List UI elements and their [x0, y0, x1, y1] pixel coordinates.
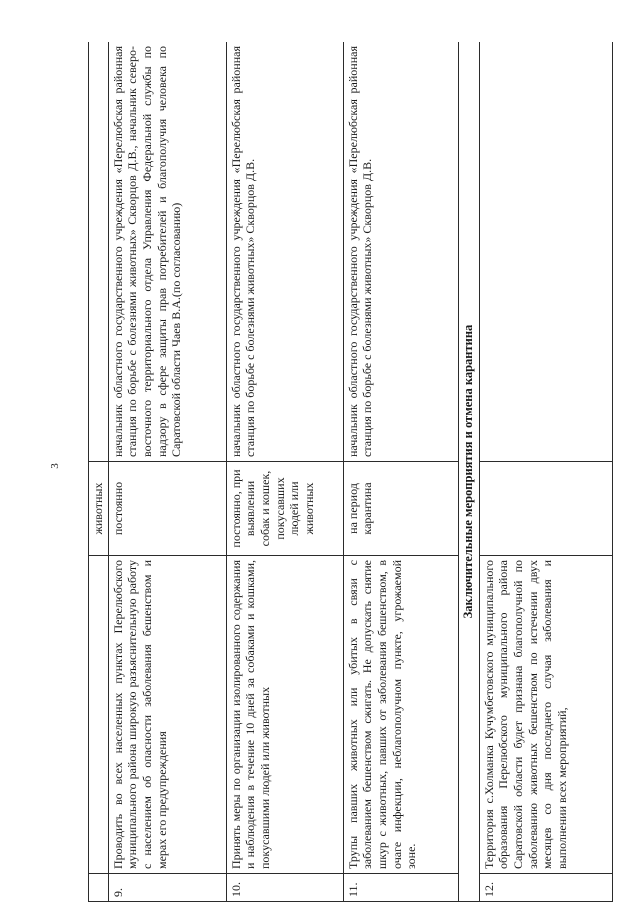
- table-cell-responsible: [89, 42, 109, 462]
- rotated-table-wrapper: [88, 42, 613, 902]
- table-cell-term: постоянно, при выявлении собак и кошек, покусавших людей или животных: [226, 462, 343, 556]
- table-row: [226, 42, 343, 902]
- table-cell-term: постоянно: [108, 462, 226, 556]
- table-cell-responsible: начальник областного государственного учреждения «Перелюбская районная станция по борьбе с болезнями животных» Скворцов Д.В., начальник северо-восточного территориального отдела Управления Федеральной службы по надзору в сфере защиты прав потребителей и благополучия человека по Саратовской области Чаев В.А.(по согласованию): [108, 42, 226, 462]
- table-cell-num: 10.: [226, 874, 343, 902]
- table-cell-term: [479, 462, 612, 556]
- table-section-row: [458, 42, 479, 902]
- table-cell-term: на период карантина: [343, 462, 458, 556]
- table-row: [343, 42, 458, 902]
- table-cell-measure: Территория с.Холманка Кучумбетовского муниципального образования Перелюбского муниципального района Саратовской области будет признана благополучной по заболеванию животных бешенством по истечении двух месяцев со дня последнего случая заболевания и выполнении всех мероприятий,: [479, 556, 612, 874]
- table-cell-responsible: начальник областного государственного учреждения «Перелюбская районная станция по борьбе с болезнями животных» Скворцов Д.В.: [226, 42, 343, 462]
- table-cell-measure: Трупы павших животных или убитых в связи с заболеванием бешенством сжигать. Не допускать снятие шкур с животных, павших от заболевания бешенством, в очаге инфекции, неблагополучном пункте, угрожаемой зоне.: [343, 556, 458, 874]
- table-cell-responsible: начальник областного государственного учреждения «Перелюбская районная станция по борьбе с болезнями животных» Скворцов Д.В.: [343, 42, 458, 462]
- measures-table: [88, 42, 613, 902]
- table-row: [479, 42, 612, 902]
- table-cell-num: 12.: [479, 874, 612, 902]
- table-cell-measure: Проводить во всех населенных пунктах Перелюбского муниципального района широкую разъяснительную работу с населением об опасности заболевания бешенством и мерах его предупреждения: [108, 556, 226, 874]
- table-cell-num: 11.: [343, 874, 458, 902]
- document-page: [88, 42, 613, 902]
- page-number: 3: [48, 463, 61, 469]
- table-cell-term: животных: [89, 462, 109, 556]
- section-title: Заключительные мероприятия и отмена карантина: [458, 42, 479, 902]
- table-cell-measure: Принять меры по организации изолированного содержания и наблюдения в течение 10 дней за собаками и кошками, покусавшими людей или животных: [226, 556, 343, 874]
- table-cell-responsible: [479, 42, 612, 462]
- table-cell-num: [89, 874, 109, 902]
- table-row: [108, 42, 226, 902]
- table-row-carry-over: [89, 42, 109, 902]
- table-cell-num: 9.: [108, 874, 226, 902]
- table-cell-measure: [89, 556, 109, 874]
